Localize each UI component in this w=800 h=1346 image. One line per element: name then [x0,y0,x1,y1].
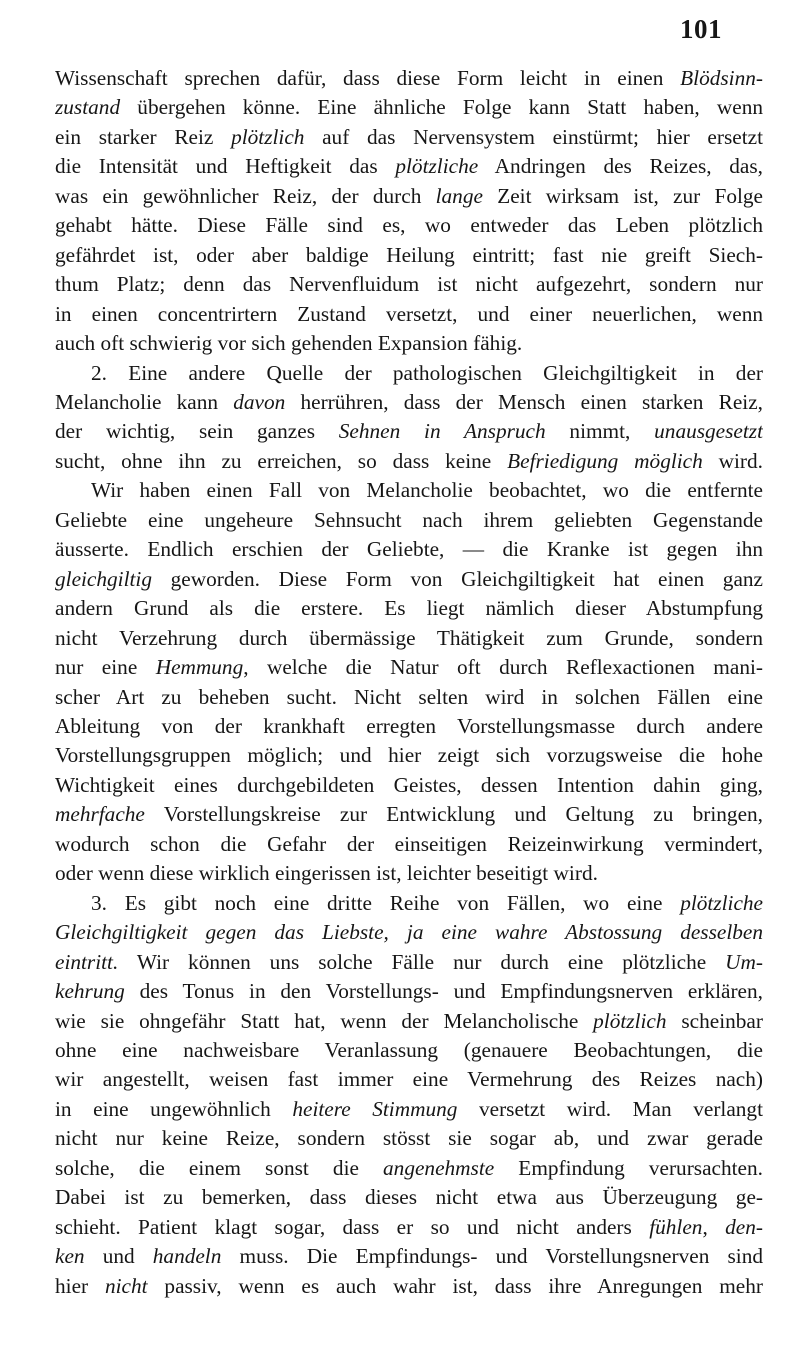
text-line [55,948,763,977]
text-line [55,359,763,388]
text-segment: hier [55,1273,105,1298]
text-segment: wodurch schon die Gefahr der einseitigen Reizeinwirkung vermindert, [55,831,763,856]
text-line [55,152,763,181]
text-line [55,624,763,653]
text-line [55,594,763,623]
text-segment: solche, die einem sonst die [55,1155,384,1180]
text-segment: nur eine [55,655,156,680]
page-body-text [55,64,763,1301]
text-segment: scheinbar [666,1008,763,1033]
text-line [55,93,763,122]
text-segment: Vorstellungskreise zur Entwicklung und Geltung zu bringen, [144,802,763,827]
text-segment: , welche die Natur oft durch Reflexactionen mani- [243,655,763,680]
text-segment: des Tonus in den Vorstellungs- und Empfindungsnerven erklären, [124,979,763,1004]
text-segment: Andringen des Reizes, das, [478,154,763,179]
text-line [55,329,763,358]
text-line [55,211,763,240]
text-line [55,417,763,446]
text-segment: geworden. Diese Form von Gleichgiltigkeit hat einen ganz [152,566,763,591]
text-segment: wird. [702,448,763,473]
text-segment: was ein gewöhnlicher Reiz, der durch [55,183,436,208]
text-line [55,506,763,535]
emphasized-text: eintritt. [55,949,119,974]
text-line [55,1183,763,1212]
emphasized-text: plötzlich [593,1008,667,1033]
text-line [55,1065,763,1094]
emphasized-text: Sehnen in Anspruch [338,419,546,444]
emphasized-text: Befriedigung möglich [507,448,703,473]
emphasized-text: mehrfache [55,802,145,827]
text-line [55,447,763,476]
emphasized-text: fühlen [649,1214,703,1239]
text-line [55,830,763,859]
page-number: 101 [680,14,722,44]
text-line [55,123,763,152]
text-line [55,241,763,270]
text-segment: scher Art zu beheben sucht. Nicht selten wird in solchen Fällen eine [55,684,763,709]
text-line [55,64,763,93]
text-segment: wie sie ohngefähr Statt hat, wenn der Melancholische [55,1008,594,1033]
emphasized-text: plötzliche [395,154,479,179]
text-line [55,476,763,505]
text-line [55,1124,763,1153]
text-segment: Wichtigkeit eines durchgebildeten Geistes, dessen Intention dahin ging, [55,772,763,797]
text-segment: Vorstellungsgruppen möglich; und hier zeigt sich vorzugsweise die hohe [55,743,763,768]
text-segment: übergehen könne. Eine ähnliche Folge kann Statt haben, wenn [120,95,763,120]
text-line [55,859,763,888]
emphasized-text: kehrung [55,979,125,1004]
text-segment: passiv, wenn es auch wahr ist, dass ihre Anregungen mehr [147,1273,763,1298]
text-line [55,535,763,564]
emphasized-text: Hemmung [155,655,244,680]
text-segment: oder wenn diese wirklich eingerissen ist, leichter beseitigt wird. [55,861,598,886]
text-segment: ein starker Reiz [55,124,232,149]
text-line [55,653,763,682]
text-segment: andern Grund als die erstere. Es liegt nämlich dieser Abstumpfung [55,596,763,621]
text-line [55,741,763,770]
text-segment: Wissenschaft sprechen dafür, dass diese Form leicht in einen [55,66,681,90]
text-line [55,771,763,800]
emphasized-text: unausgesetzt [654,419,763,444]
text-segment: wir angestellt, weisen fast immer eine Vermehrung des Reizes nach) [55,1067,763,1092]
text-segment: , [702,1214,726,1239]
emphasized-text: den- [725,1214,763,1239]
text-line [55,1154,763,1183]
text-segment: Ableitung von der krankhaft erregten Vorstellungsmasse durch andere [55,713,763,738]
text-segment: die Intensität und Heftigkeit das [55,154,396,179]
text-segment: schieht. Patient klagt sogar, dass er so und nicht anders [55,1214,650,1239]
text-segment: auf das Nervensystem einstürmt; hier ersetzt [304,124,763,149]
text-line [55,1242,763,1271]
text-line [55,388,763,417]
text-segment: äusserte. Endlich erschien der Geliebte, — die Kranke ist gegen ihn [55,537,763,562]
emphasized-text: plötzlich [231,124,305,149]
text-segment: in einen concentrirtern Zustand versetzt, und einer neuerlichen, wenn [55,301,763,326]
text-segment: 2. Eine andere Quelle der pathologischen Gleichgiltigkeit in der [91,360,763,385]
emphasized-text: ken [55,1244,85,1269]
text-line [55,1095,763,1124]
text-segment: muss. Die Empfindungs- und Vorstellungsnerven sind [221,1244,763,1269]
text-line [55,712,763,741]
emphasized-text: plötzliche [680,890,763,915]
text-segment: Empfindung verursachten. [494,1155,763,1180]
text-segment: nicht Verzehrung durch übermässige Thätigkeit zum Grunde, sondern [55,625,763,650]
text-line [55,977,763,1006]
text-line [55,182,763,211]
text-line [55,918,763,947]
text-segment: und [84,1244,153,1269]
text-line [55,889,763,918]
emphasized-text: heitere Stimmung [292,1096,458,1121]
emphasized-text: gleichgiltig [55,566,153,591]
emphasized-text: nicht [104,1273,148,1298]
emphasized-text: lange [435,183,483,208]
text-segment: auch oft schwierig vor sich gehenden Expansion fähig. [55,331,523,356]
emphasized-text: davon [233,389,286,414]
text-line [55,270,763,299]
text-segment: Wir können uns solche Fälle nur durch eine plötzliche [118,949,726,974]
text-line [55,1213,763,1242]
text-segment: der wichtig, sein ganzes [55,419,339,444]
text-line [55,1007,763,1036]
text-segment: 3. Es gibt noch eine dritte Reihe von Fällen, wo eine [91,890,681,915]
text-segment: gehabt hätte. Diese Fälle sind es, wo entweder das Leben plötzlich [55,213,763,238]
text-segment: gefährdet ist, oder aber baldige Heilung eintritt; fast nie greift Siech- [55,242,763,267]
text-segment: Wir haben einen Fall von Melancholie beobachtet, wo die entfernte [91,478,763,503]
emphasized-text: zustand [55,95,121,120]
text-line [55,800,763,829]
text-line [55,1036,763,1065]
text-line [55,300,763,329]
text-segment: thum Platz; denn das Nervenfluidum ist nicht aufgezehrt, sondern nur [55,272,763,297]
text-segment: sucht, ohne ihn zu erreichen, so dass keine [55,448,508,473]
emphasized-text: handeln [152,1244,222,1269]
text-line [55,565,763,594]
text-segment: Melancholie kann [55,389,234,414]
text-segment: nimmt, [545,419,655,444]
text-segment: Geliebte eine ungeheure Sehnsucht nach ihrem geliebten Gegenstande [55,507,763,532]
text-segment: in eine ungewöhnlich [55,1096,293,1121]
emphasized-text: Um- [725,949,763,974]
text-line [55,683,763,712]
emphasized-text: Gleichgiltigkeit gegen das Liebste, ja eine wahre Abstossung desselben [55,920,763,945]
text-segment: nicht nur keine Reize, sondern stösst sie sogar ab, und zwar gerade [55,1126,763,1151]
text-line [55,1272,763,1301]
text-segment: ohne eine nachweisbare Veranlassung (genauere Beobachtungen, die [55,1037,763,1062]
emphasized-text: Blödsinn- [680,66,763,90]
text-segment: Dabei ist zu bemerken, dass dieses nicht etwa aus Überzeugung ge- [55,1185,763,1210]
emphasized-text: angenehmste [383,1155,495,1180]
text-segment: versetzt wird. Man verlangt [457,1096,763,1121]
text-segment: Zeit wirksam ist, zur Folge [482,183,763,208]
text-segment: herrühren, dass der Mensch einen starken Reiz, [285,389,763,414]
